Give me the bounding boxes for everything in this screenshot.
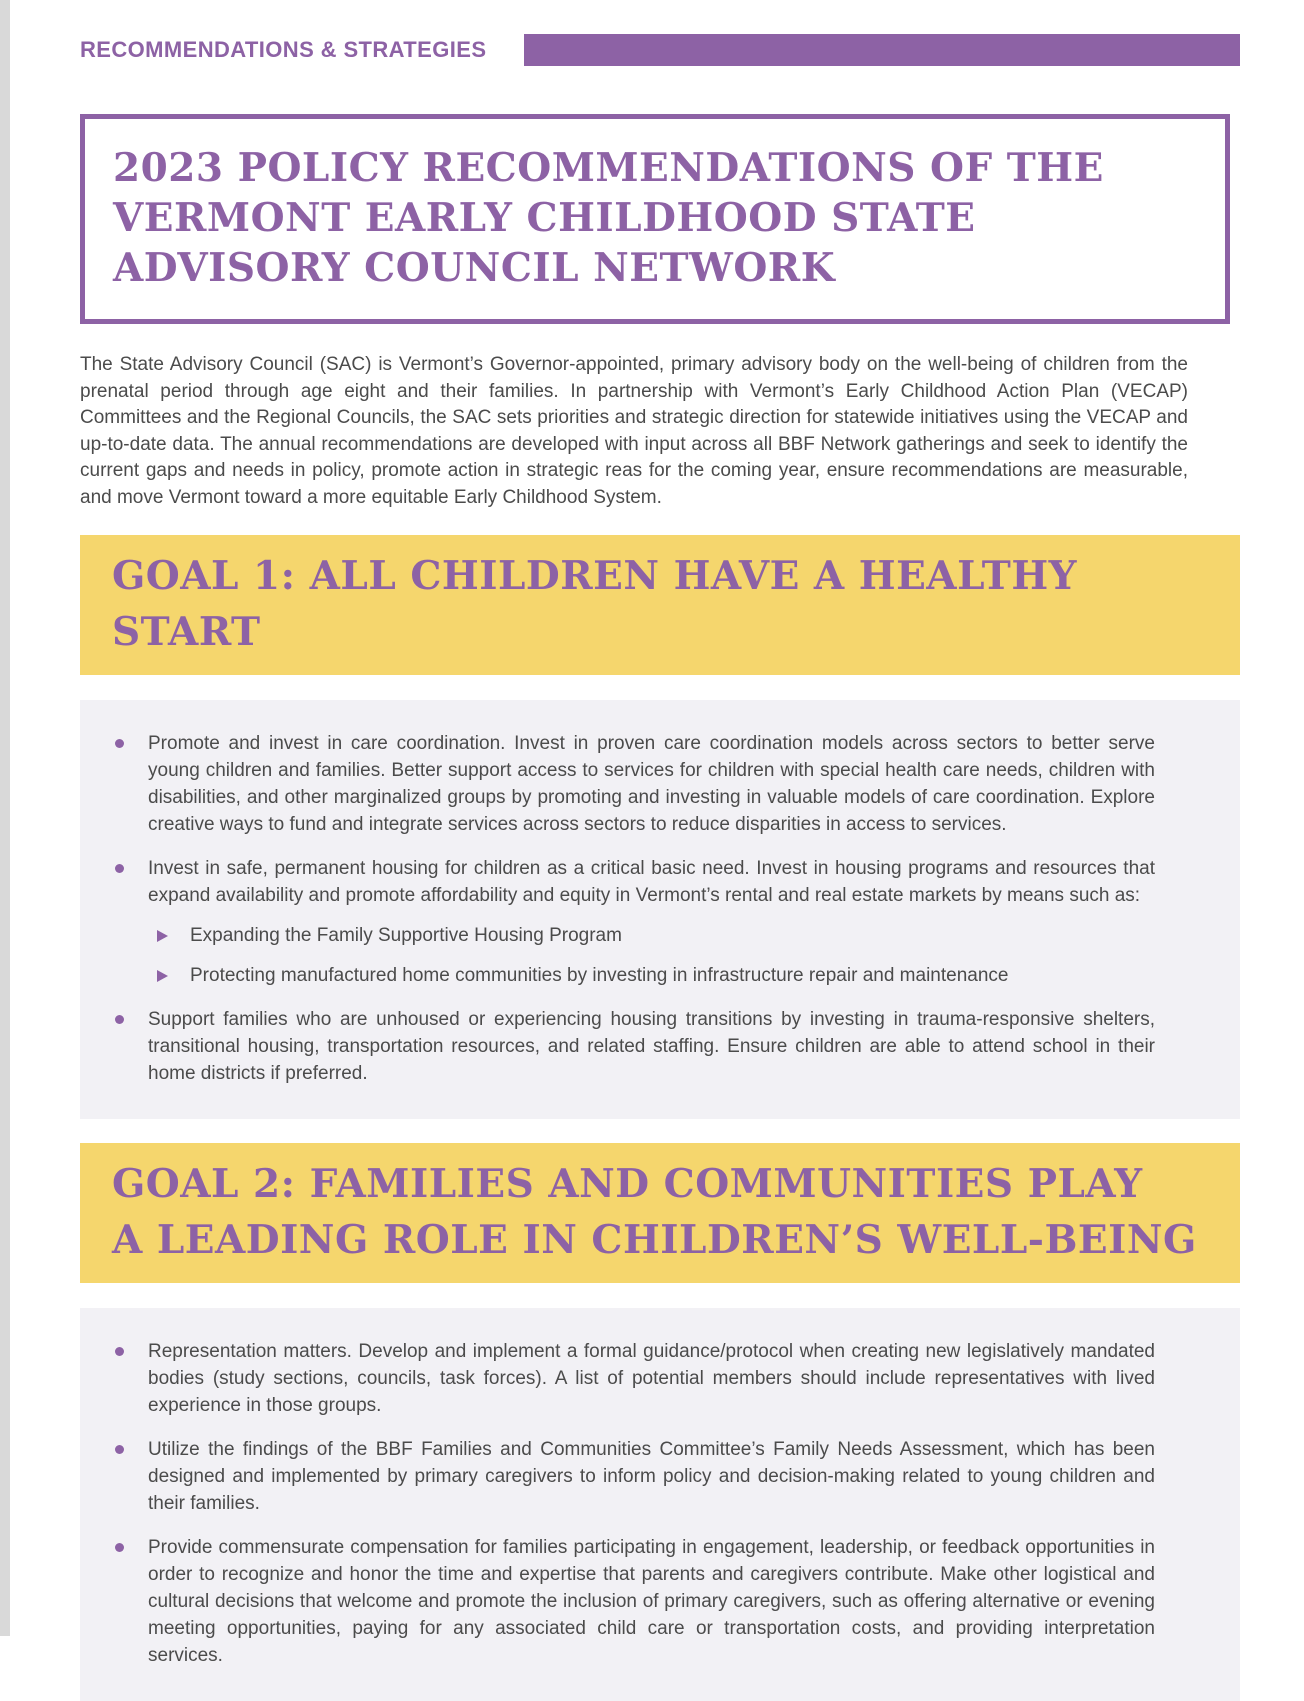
- sub-list-item: [157, 963, 1155, 989]
- goal-2-heading-line: A LEADING ROLE IN CHILDREN’S WELL-BEING: [112, 1217, 1197, 1263]
- bullet-text: Representation matters. Develop and implement a formal guidance/protocol when creating new legislatively mandated bodies (study sections, councils, task forces). A list of potential members should include representatives with lived experience in those groups.: [148, 1341, 1155, 1416]
- bullet-icon: [115, 1445, 124, 1454]
- goal-1-bullet-box: [80, 700, 1240, 1119]
- list-item: [115, 855, 1155, 909]
- goal-2-banner: [80, 1143, 1240, 1283]
- goal-2-heading-line: GOAL 2: FAMILIES AND COMMUNITIES PLAY: [112, 1161, 1143, 1207]
- goal-2-heading: [112, 1156, 1220, 1268]
- intro-paragraph: The State Advisory Council (SAC) is Vermont’s Governor-appointed, primary advisory body on the well-being of children from the prenatal period through age eight and their families. In partnership with Vermont’s Early Childhood Action Plan (VECAP) Committees and the Regional Councils, the SAC sets priorities and strategic direction for statewide initiatives using the VECAP and up-to-date data. The annual recommendations are developed with input across all BBF Network gatherings and seek to identify the current gaps and needs in policy, promote action in strategic reas for the coming year, ensure recommendations are measurable, and move Vermont toward a more equitable Early Childhood System.: [80, 354, 1188, 508]
- list-item: [115, 1436, 1155, 1517]
- header-accent-bar: [524, 34, 1240, 66]
- bullet-text: Support families who are unhoused or experiencing housing transitions by investing in trauma-responsive shelters, transitional housing, transportation resources, and related staffing. Ensure children are able to attend school in their home districts if preferred.: [148, 1009, 1155, 1084]
- document-page: [80, 0, 1240, 1701]
- list-item: [115, 1534, 1155, 1669]
- section-label: RECOMMENDATIONS & STRATEGIES: [80, 37, 487, 62]
- sub-list-item: [157, 923, 1155, 949]
- goal-2-bullet-box: [80, 1308, 1240, 1701]
- bullet-text: Promote and invest in care coordination. Invest in proven care coordination models across sectors to better serve young children and families. Better support access to services for children with special health care needs, children with disabilities, and other marginalized groups by promoting and investing in valuable models of care coordination. Explore creative ways to fund and integrate services across sectors to reduce disparities in access to services.: [148, 733, 1155, 835]
- list-item: [115, 1338, 1155, 1419]
- page-title: 2023 POLICY RECOMMENDATIONS OF THE VERMONT EARLY CHILDHOOD STATE ADVISORY COUNCIL NETWORK: [113, 145, 1104, 291]
- bullet-icon: [115, 864, 124, 873]
- bullet-icon: [115, 1543, 124, 1552]
- sub-bullet-text: Protecting manufactured home communities by investing in infrastructure repair and maintenance: [190, 965, 1009, 986]
- goal-1-heading: [112, 548, 1220, 660]
- bullet-text: Provide commensurate compensation for families participating in engagement, leadership, or feedback opportunities in order to recognize and honor the time and expertise that parents and caregivers contribute. Make other logistical and cultural decisions that welcome and promote the inclusion of primary caregivers, such as offering alternative or evening meeting opportunities, paying for any associated child care or transportation costs, and providing interpretation services.: [148, 1537, 1155, 1666]
- bullet-text: Utilize the findings of the BBF Families and Communities Committee’s Family Needs Assessment, which has been designed and implemented by primary caregivers to inform policy and decision-making related to young children and their families.: [148, 1439, 1155, 1514]
- sub-bullet-text: Expanding the Family Supportive Housing Program: [190, 925, 622, 946]
- triangle-bullet-icon: [157, 970, 168, 982]
- goal-1-heading-line: GOAL 1: ALL CHILDREN HAVE A HEALTHY START: [112, 553, 1078, 655]
- bullet-icon: [115, 1015, 124, 1024]
- page-edge-strip: [0, 0, 10, 1636]
- triangle-bullet-icon: [157, 930, 168, 942]
- goal-1-banner: [80, 535, 1240, 675]
- bullet-text: Invest in safe, permanent housing for children as a critical basic need. Invest in housing programs and resources that expand availability and promote affordability and equity in Vermont’s rental and real estate markets by means such as:: [148, 858, 1155, 906]
- bullet-icon: [115, 1347, 124, 1356]
- list-item: [115, 1006, 1155, 1087]
- title-box: [80, 114, 1230, 324]
- bullet-icon: [115, 739, 124, 748]
- page-header: [80, 34, 1240, 66]
- list-item: [115, 730, 1155, 838]
